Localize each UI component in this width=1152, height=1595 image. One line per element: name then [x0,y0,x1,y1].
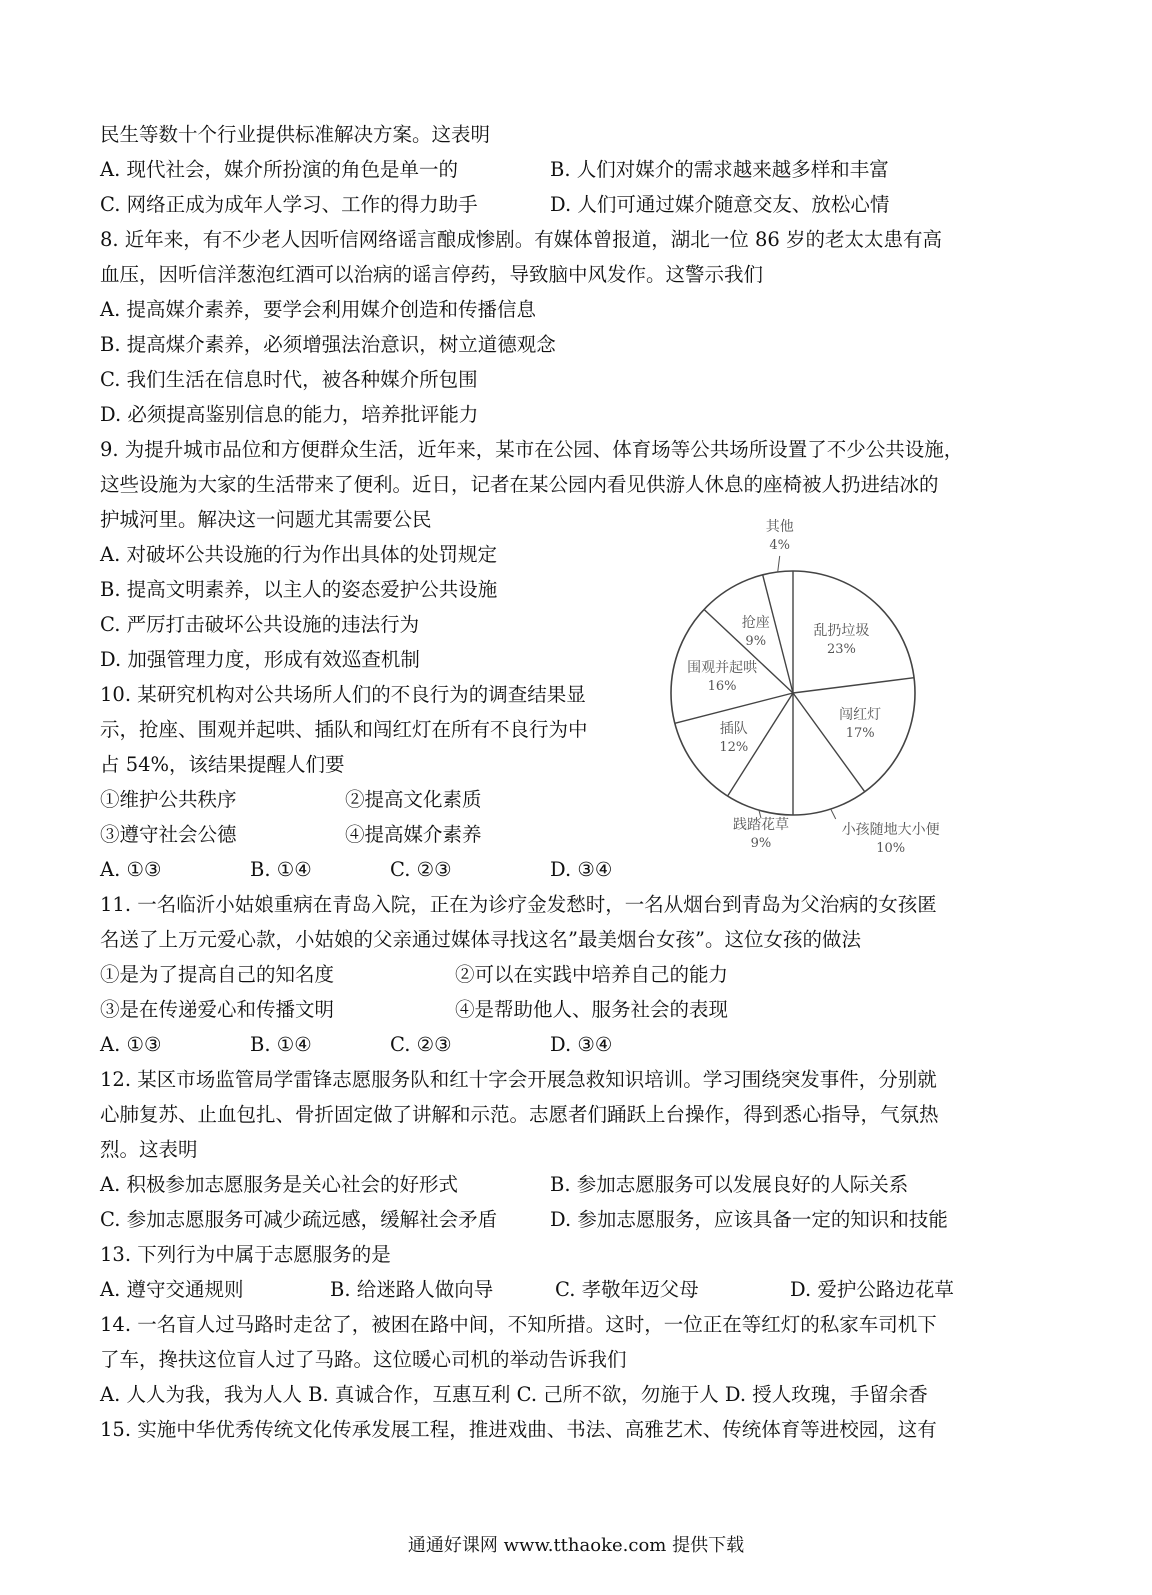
q13-option-b: B. 给迷路人做向导 [330,1278,494,1301]
pie-slice-boundary [675,693,793,723]
q9-option-d: D. 加强管理力度，形成有效巡查机制 [100,648,420,671]
q12-stem-2: 心肺复苏、止血包扎、骨折固定做了讲解和示范。志愿者们踊跃上台操作，得到悉心指导，气氛热 [100,1103,939,1126]
pie-chart [660,518,1060,860]
q12-option-c: C. 参加志愿服务可减少疏远感，缓解社会矛盾 [100,1208,498,1231]
pie-leader-line [831,809,836,819]
q8-stem-1: 8. 近年来，有不少老人因听信网络谣言酿成惨剧。有媒体曾报道，湖北一位 86 岁的老太太患有高 [100,228,943,251]
q7-option-d: D. 人们可通过媒介随意交友、放松心情 [550,193,890,216]
q13-option-c: C. 孝敬年迈父母 [555,1278,699,1301]
pie-slice-label: 其他 [765,518,794,535]
q15-stem-1: 15. 实施中华优秀传统文化传承发展工程，推进戏曲、书法、高雅艺术、传统体育等进校园，这有 [100,1418,937,1441]
q13-stem: 13. 下列行为中属于志愿服务的是 [100,1243,391,1266]
q14-stem-2: 了车，搀扶这位盲人过了马路。这位暖心司机的举动告诉我们 [100,1348,627,1371]
q10-stem-2: 示，抢座、围观并起哄、插队和闯红灯在所有不良行为中 [100,718,588,741]
intro-line: 民生等数十个行业提供标准解决方案。这表明 [100,123,491,146]
pie-slice-value: 12% [719,740,749,756]
q11-option-a: A. ①③ [100,1033,162,1056]
pie-slice-value: 16% [707,678,737,694]
q11-option-b: B. ①④ [250,1033,312,1056]
q9-stem-1: 9. 为提升城市品位和方便群众生活，近年来，某市在公园、体育场等公共场所设置了不少公共设施， [100,438,964,461]
pie-slice-label: 围观并起哄 [687,659,758,676]
pie-slice-label: 乱扔垃圾 [813,623,870,640]
q11-option-c: C. ②③ [390,1033,452,1056]
q11-statement-4: ④是帮助他人、服务社会的表现 [455,998,729,1021]
q9-stem-2: 这些设施为大家的生活带来了便利。近日，记者在某公园内看见供游人休息的座椅被人扔进结冰的 [100,473,939,496]
q10-option-b: B. ①④ [250,858,312,881]
pie-slice-boundary [763,575,793,693]
q10-option-a: A. ①③ [100,858,162,881]
q11-statement-2: ②可以在实践中培养自己的能力 [455,963,729,986]
q10-statement-3: ③遵守社会公德 [100,823,237,846]
q14-stem-1: 14. 一名盲人过马路时走岔了，被困在路中间，不知所措。这时，一位正在等红灯的私家车司机下 [100,1313,937,1336]
q11-statement-3: ③是在传递爱心和传播文明 [100,998,335,1021]
q8-option-a: A. 提高媒介素养，要学会利用媒介创造和传播信息 [100,298,536,321]
pie-slice-value: 23% [826,642,856,658]
pie-slice-value: 9% [745,633,767,649]
pie-slice-label: 抢座 [741,614,770,631]
q13-option-d: D. 爱护公路边花草 [790,1278,954,1301]
q7-option-b: B. 人们对媒介的需求越来越多样和丰富 [550,158,889,181]
q12-option-b: B. 参加志愿服务可以发展良好的人际关系 [550,1173,909,1196]
pie-slice-value: 17% [845,726,875,742]
q12-option-d: D. 参加志愿服务，应该具备一定的知识和技能 [550,1208,948,1231]
q8-option-d: D. 必须提高鉴别信息的能力，培养批评能力 [100,403,479,426]
pie-slice-label: 闯红灯 [839,707,882,724]
q7-option-a: A. 现代社会，媒介所扮演的角色是单一的 [100,158,458,181]
q8-option-b: B. 提高煤介素养，必须增强法治意识，树立道德观念 [100,333,556,356]
q10-stem-3: 占 54%，该结果提醒人们要 [100,753,345,776]
q9-option-a: A. 对破坏公共设施的行为作出具体的处罚规定 [100,543,497,566]
q10-option-d: D. ③④ [550,858,613,881]
q10-statement-1: ①维护公共秩序 [100,788,237,811]
q10-statement-2: ②提高文化素质 [345,788,482,811]
q13-option-a: A. 遵守交通规则 [100,1278,244,1301]
q8-stem-2: 血压，因听信洋葱泡红酒可以治病的谣言停药，导致脑中风发作。这警示我们 [100,263,764,286]
pie-slice-label: 插队 [719,721,748,738]
pie-slice-boundary [793,678,914,693]
pie-slice-value: 4% [769,537,791,553]
q10-option-c: C. ②③ [390,858,452,881]
q11-statement-1: ①是为了提高自己的知名度 [100,963,335,986]
q9-stem-3: 护城河里。解决这一问题尤其需要公民 [100,508,432,531]
q11-option-d: D. ③④ [550,1033,613,1056]
q7-option-c: C. 网络正成为成年人学习、工作的得力助手 [100,193,478,216]
q11-stem-1: 11. 一名临沂小姑娘重病在青岛入院，正在为诊疗金发愁时，一名从烟台到青岛为父治病的女孩匿 [100,893,937,916]
q14-options: A. 人人为我，我为人人 B. 真诚合作，互惠互利 C. 己所不欲，勿施于人 D. 授人玫瑰，手留余香 [100,1383,928,1406]
q10-statement-4: ④提高媒介素养 [345,823,482,846]
pie-slice-label: 小孩随地大小便 [841,822,940,839]
footer: 通通好课网 www.tthaoke.com 提供下载 [407,1535,745,1556]
pie-slice-value: 9% [750,836,772,852]
q11-stem-2: 名送了上万元爱心款，小姑娘的父亲通过媒体寻找这名”最美烟台女孩”。这位女孩的做法 [100,928,861,951]
pie-leader-line [778,556,780,572]
q9-option-c: C. 严厉打击破坏公共设施的违法行为 [100,613,420,636]
q12-stem-1: 12. 某区市场监管局学雷锋志愿服务队和红十字会开展急救知识培训。学习围绕突发事件，分别就 [100,1068,937,1091]
q12-option-a: A. 积极参加志愿服务是关心社会的好形式 [100,1173,458,1196]
q12-stem-3: 烈。这表明 [100,1138,198,1161]
q9-option-b: B. 提高文明素养，以主人的姿态爱护公共设施 [100,578,498,601]
pie-slice-label: 践踏花草 [732,817,789,834]
pie-slice-value: 10% [876,841,906,857]
q8-option-c: C. 我们生活在信息时代，被各种媒介所包围 [100,368,478,391]
q10-stem-1: 10. 某研究机构对公共场所人们的不良行为的调查结果显 [100,683,586,706]
